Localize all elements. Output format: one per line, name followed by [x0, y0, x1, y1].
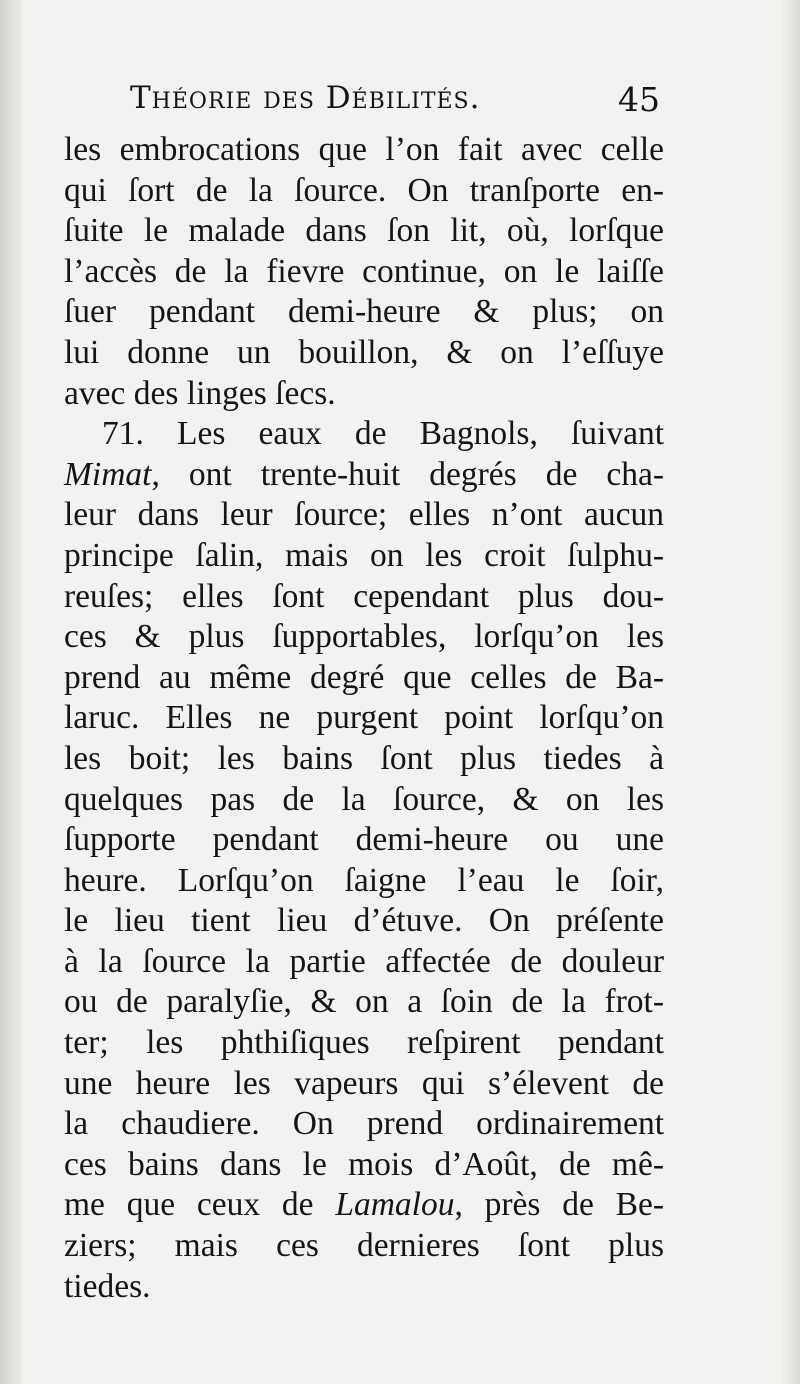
text-line: reuſes; elles ſont cependant plus dou- [64, 577, 664, 615]
body-text [64, 130, 664, 1307]
text-line: laruc. Elles ne purgent point lorſqu’on [64, 699, 664, 737]
text-line: les embrocations que l’on fait avec celle [64, 131, 664, 168]
text-line: les boit; les bains ſont plus tiedes à [64, 739, 664, 777]
text-line: avec des linges ſecs. [64, 374, 336, 412]
text-line: ziers; mais ces dernieres ſont plus [64, 1227, 664, 1265]
text-line: qui ſort de la ſource. On tranſporte en- [64, 171, 664, 209]
text-line: principe ſalin, mais on les croit ſulphu- [64, 536, 664, 574]
paragraph-71-first-line: 71. Les eaux de Bagnols, ſuivant [102, 415, 664, 453]
running-title: Théorie des Débilités. [130, 80, 481, 116]
text-line: à la ſource la partie affectée de douleur [64, 942, 664, 980]
text-line: lui donne un bouillon, & on l’eſſuye [64, 333, 664, 371]
text-fragment: , près de Be- [454, 1186, 664, 1224]
text-line: heure. Lorſqu’on ſaigne l’eau le ſoir, [64, 861, 664, 899]
text-line: ces & plus ſupportables, lorſqu’on les [64, 618, 664, 656]
text-fragment: , ont trente-huit degrés de cha- [151, 455, 664, 493]
text-line: ſupporte pendant demi-heure ou une [64, 821, 664, 859]
text-line: le lieu tient lieu d’étuve. On préſente [64, 902, 664, 940]
text-fragment: me que ceux de [64, 1186, 336, 1224]
author-name-mimat: Mimat [64, 455, 152, 493]
text-line: une heure les vapeurs qui s’élevent de [64, 1064, 664, 1102]
text-line: prend au même degré que celles de Ba- [64, 658, 664, 696]
text-line: tiedes. [64, 1267, 151, 1305]
text-line: ſuer pendant demi-heure & plus; on [64, 293, 664, 331]
running-head [130, 80, 660, 128]
text-line: ces bains dans le mois d’Août, de mê- [64, 1145, 664, 1183]
text-line: ſuite le malade dans ſon lit, où, lorſque [64, 212, 664, 250]
text-line [64, 1185, 664, 1226]
place-name-lamalou: Lamalou [335, 1186, 455, 1224]
page-edge-right [782, 0, 800, 1384]
text-line [64, 455, 664, 496]
text-line: ter; les phthiſiques reſpirent pendant [64, 1024, 664, 1062]
text-line: l’accès de la fievre continue, on le laiſſe [64, 252, 664, 290]
text-line: ou de paralyſie, & on a ſoin de la frot- [64, 983, 664, 1021]
text-line: leur dans leur ſource; elles n’ont aucun [64, 496, 664, 534]
page-number: 45 [618, 80, 660, 119]
text-line: la chaudiere. On prend ordinairement [64, 1105, 664, 1143]
text-line: quelques pas de la ſource, & on les [64, 780, 664, 818]
page-edge-left [0, 0, 22, 1384]
